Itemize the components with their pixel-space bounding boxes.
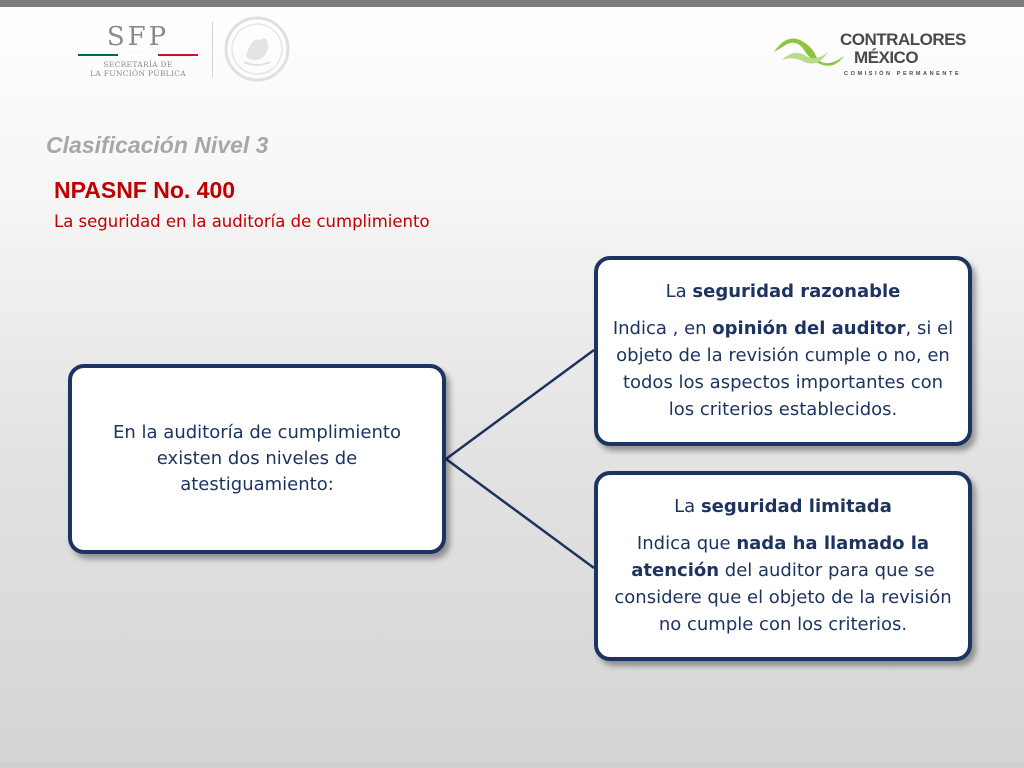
sfp-logo-line1: SECRETARÍA DE (103, 60, 173, 69)
sfp-logo-line2: LA FUNCIÓN PÚBLICA (90, 69, 186, 78)
root-node-box (68, 364, 446, 554)
norm-title: NPASNF No. 400 (54, 177, 236, 203)
reasonable-body-bold: opinión del auditor (712, 318, 906, 339)
reasonable-body-part1: Indica , en (612, 318, 713, 339)
contralores-logo-subtitle: COMISIÓN PERMANENTE (844, 71, 962, 77)
contralores-logo-line1: CONTRALORES (840, 30, 966, 49)
connector-to-limited (446, 459, 594, 568)
limited-heading-bold: seguridad limitada (700, 496, 892, 517)
limited-body-part1: Indica que (636, 533, 737, 554)
bottom-border (0, 762, 1024, 768)
limited-assurance-box (594, 471, 972, 661)
reasonable-heading-bold: seguridad razonable (692, 281, 901, 302)
reasonable-body-part3: , si el objeto de la revisión cumple o no, en todos los aspectos importantes con los criterios establecidos. (616, 318, 954, 420)
reasonable-heading-prefix: La (665, 281, 693, 302)
limited-body-part3: del auditor para que se considere que el objeto de la revisión no cumple con los criterios. (614, 560, 952, 635)
root-node-text: En la auditoría de cumplimiento existen dos niveles de atestiguamiento: (113, 422, 401, 495)
connector-to-reasonable (446, 350, 594, 459)
sfp-logo-text: SFP (106, 22, 170, 52)
limited-body-bold: nada ha llamado la atención (631, 533, 930, 581)
reasonable-assurance-heading (666, 279, 901, 305)
level-title: Clasificación Nivel 3 (46, 132, 269, 158)
contralores-logo-line2: MÉXICO (854, 48, 919, 67)
reasonable-assurance-body (610, 315, 956, 423)
limited-assurance-heading (674, 494, 892, 520)
reasonable-assurance-box (594, 256, 972, 446)
limited-assurance-body (610, 530, 956, 638)
limited-heading-prefix: La (674, 496, 701, 517)
norm-subtitle: La seguridad en la auditoría de cumplimiento (54, 212, 430, 231)
